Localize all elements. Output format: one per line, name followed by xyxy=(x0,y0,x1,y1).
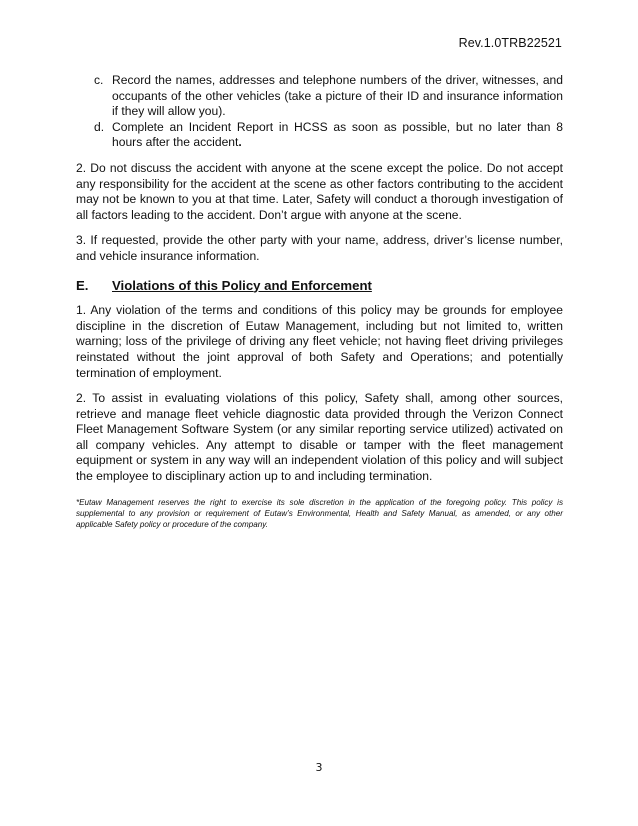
footnote: *Eutaw Management reserves the right to exercise its sole discretion in the application of the foregoing policy. This policy is supplemental to any provision or requirement of Eutaw’s Environmental, Health and Safety Manual, as amended, or any other applicable Safety policy or procedure of the company. xyxy=(76,497,563,529)
list-item-text: Record the names, addresses and telephone numbers of the driver, witnesses, and occupants of the other vehicles (take a picture of their ID and insurance information if they will allow you). xyxy=(112,73,563,119)
paragraph-3: 3. If requested, provide the other party with your name, address, driver’s license number, and vehicle insurance information. xyxy=(76,233,563,263)
list-item-text: Complete an Incident Report in HCSS as soon as possible, but no later than 8 hours after the accident xyxy=(112,119,563,150)
list-marker: d. xyxy=(94,119,105,134)
section-title: Violations of this Policy and Enforcement xyxy=(112,277,372,293)
page-number: 3 xyxy=(315,761,323,774)
sub-list xyxy=(76,73,563,151)
list-item-d xyxy=(76,120,563,151)
section-letter: E. xyxy=(76,277,89,293)
list-item-bold-period: . xyxy=(238,135,242,150)
section-e-paragraph-2: 2. To assist in evaluating violations of this policy, Safety shall, among other sources, retrieve and manage fleet vehicle diagnostic data provided through the Verizon Connect Fleet Management Software System (or any similar reporting service utilized) activated on all company vehicles. Any attempt to disable or tamper with the fleet management equipment or system in any way will an independent violation of this policy and will subject the employee to disciplinary action up to and including termination. xyxy=(76,391,563,484)
section-e-paragraph-1: 1. Any violation of the terms and conditions of this policy may be grounds for employee discipline in the discretion of Eutaw Management, including but not limited to, written warning; loss of the privilege of driving any fleet vehicle; not having fleet driving privileges reinstated without the joint approval of both Safety and Operations; and potentially termination of employment. xyxy=(76,303,563,380)
page-content xyxy=(76,73,563,530)
paragraph-2: 2. Do not discuss the accident with anyone at the scene except the police. Do not accept any responsibility for the accident at the scene as other factors contributing to the accident may not be known to you at that time. Later, Safety will conduct a thorough investigation of all factors leading to the accident. Don’t argue with anyone at the scene. xyxy=(76,160,563,222)
list-item-c xyxy=(76,73,563,120)
revision-label: Rev.1.0TRB22521 xyxy=(458,36,562,50)
list-marker: c. xyxy=(94,73,104,87)
section-e-heading xyxy=(76,278,563,294)
